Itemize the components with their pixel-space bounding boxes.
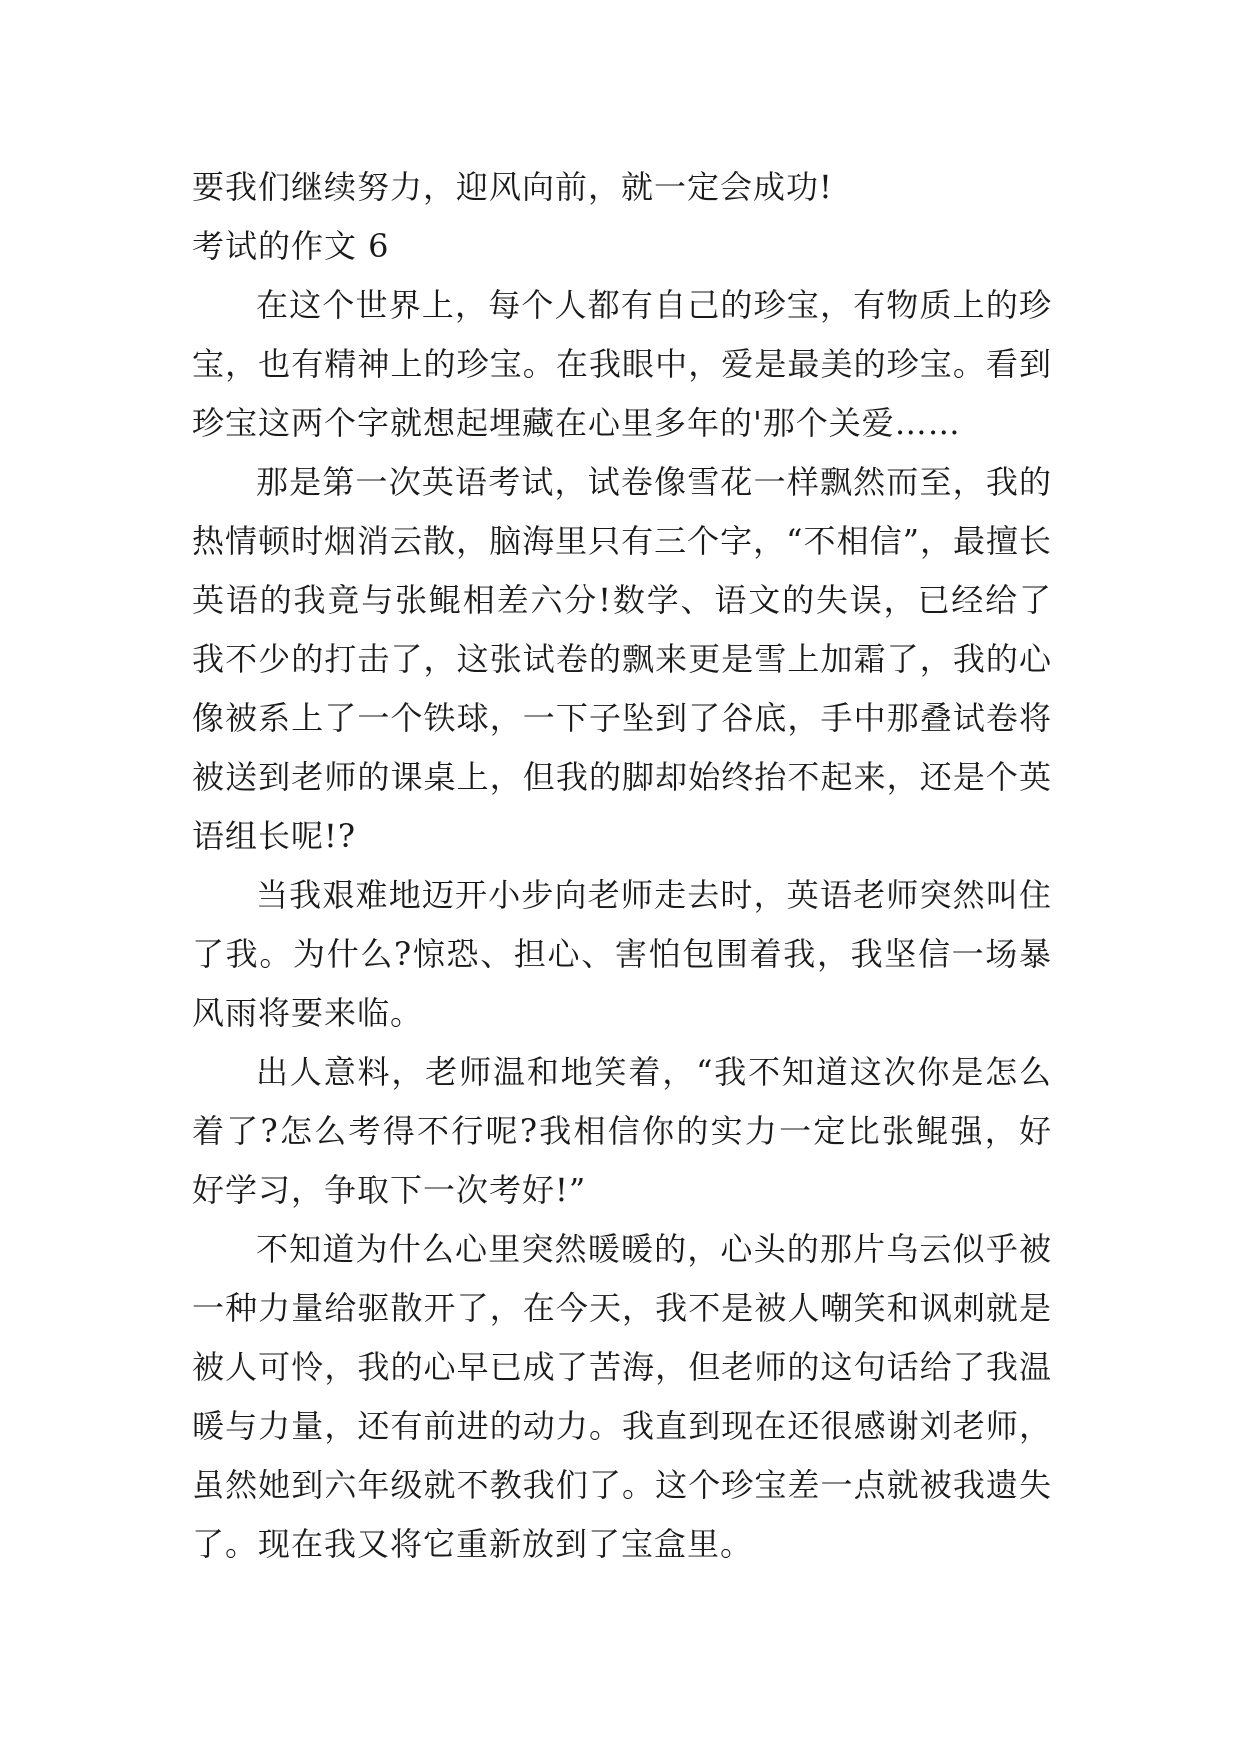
continued-line: 要我们继续努力，迎风向前，就一定会成功! (192, 168, 833, 206)
paragraph-4: 出人意料，老师温和地笑着，“我不知道这次你是怎么着了?怎么考得不行呢?我相信你的实力一定比张鲲强，好好学习，争取下一次考好!” (192, 1053, 1052, 1209)
essay-title: 考试的作文 6 (192, 227, 390, 265)
paragraph-3: 当我艰难地迈开小步向老师走去时，英语老师突然叫住了我。为什么?惊恐、担心、害怕包围着我，我坚信一场暴风雨将要来临。 (192, 876, 1052, 1032)
paragraph-2: 那是第一次英语考试，试卷像雪花一样飘然而至，我的热情顿时烟消云散，脑海里只有三个字，“不相信”，最擅长英语的我竟与张鲲相差六分!数学、语文的失误，已经给了我不少的打击了，这张试卷的飘来更是雪上加霜了，我的心像被系上了一个铁球，一下子坠到了谷底，手中那叠试卷将被送到老师的课桌上，但我的脚却始终抬不起来，还是个英语组长呢!? (192, 463, 1052, 855)
paragraph-1: 在这个世界上，每个人都有自己的珍宝，有物质上的珍宝，也有精神上的珍宝。在我眼中，爱是最美的珍宝。看到珍宝这两个字就想起埋藏在心里多年的'那个关爱…… (192, 286, 1052, 442)
document-body (192, 158, 1052, 1574)
paragraph-5: 不知道为什么心里突然暖暖的，心头的那片乌云似乎被一种力量给驱散开了，在今天，我不是被人嘲笑和讽刺就是被人可怜，我的心早已成了苦海，但老师的这句话给了我温暖与力量，还有前进的动力。我直到现在还很感谢刘老师，虽然她到六年级就不教我们了。这个珍宝差一点就被我遗失了。现在我又将它重新放到了宝盒里。 (192, 1230, 1052, 1563)
